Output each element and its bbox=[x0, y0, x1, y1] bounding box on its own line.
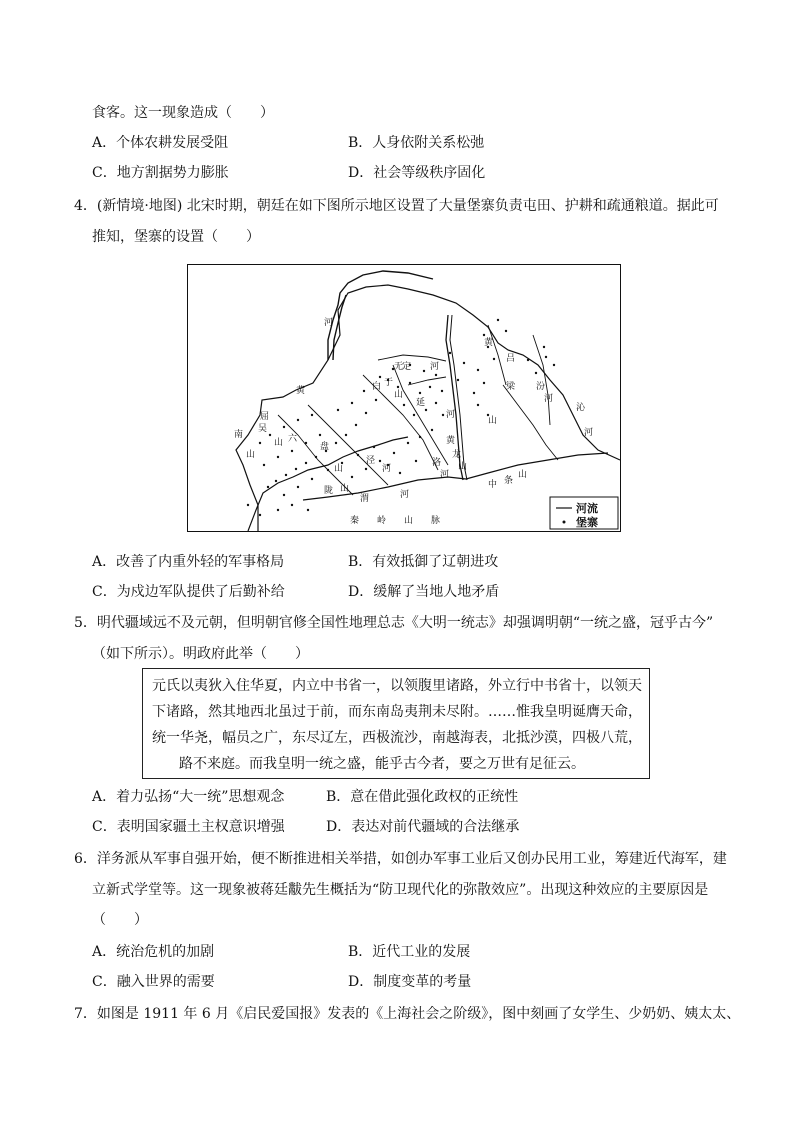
q5-option-b[interactable]: B．意在借此强化政权的正统性 bbox=[326, 789, 519, 805]
q6-stem-line2: 立新式学堂等。这一现象被蒋廷黻先生概括为“防卫现代化的弥散效应”。出现这种效应的主要原因是 bbox=[92, 882, 709, 898]
q5-quote-line1: 元氏以夷狄入住华夏，内立中书省一，以领腹里诸路，外立行中书省十，以领天 bbox=[152, 678, 642, 694]
map-label-nanshan1: 南 bbox=[234, 430, 244, 440]
q4-option-c[interactable]: C．为戍边军队提供了后勤补给 bbox=[92, 584, 285, 600]
q4-option-d[interactable]: D．缓解了当地人地矛盾 bbox=[348, 584, 500, 600]
map-label-wuding3: 河 bbox=[430, 362, 440, 372]
map-drawing bbox=[188, 265, 620, 531]
map-label-huanglong1: 黄 bbox=[446, 436, 456, 446]
map-label-jing2: 河 bbox=[382, 464, 392, 474]
map-label-fen2: 河 bbox=[544, 394, 554, 404]
map-label-he: 河 bbox=[324, 318, 334, 328]
legend-fort-dot bbox=[563, 521, 566, 524]
map-label-luo1: 洛 bbox=[432, 458, 442, 468]
q5-quote-line3: 统一华尧，幅员之广，东尽辽左，西极流沙，南越海表，北抵沙漠，四极八荒， bbox=[152, 730, 642, 746]
q7-stem-line1: 7．如图是 1911 年 6 月《启民爱国报》发表的《上海社会之阶级》，图中刻画了女学生、少奶奶、姨太太、 bbox=[74, 1006, 741, 1022]
q6-option-d[interactable]: D．制度变革的考量 bbox=[348, 974, 472, 990]
q4-stem-line2: 推知，堡寨的设置（ ） bbox=[92, 229, 260, 245]
q5-stem-line2: （如下所示）。明政府此举（ ） bbox=[92, 646, 309, 662]
map-label-yan: 延 bbox=[416, 398, 426, 408]
map-label-wei2: 河 bbox=[400, 490, 410, 500]
q3-stem-tail: 食客。这一现象造成（ ） bbox=[92, 105, 274, 121]
q4-stem-line1: 4．(新情境·地图) 北宋时期，朝廷在如下图所示地区设置了大量堡寨负责屯田、护耕和疏通粮道。据此可 bbox=[74, 198, 719, 214]
q3-option-d[interactable]: D．社会等级秩序固化 bbox=[348, 165, 486, 181]
map-label-liang: 梁 bbox=[506, 382, 516, 392]
map-label-wu: 吴 bbox=[258, 424, 268, 434]
q6-stem-line1: 6．洋务派从军事自强开始，便不断推进相关举措，如创办军事工业后又创办民用工业，筹建近代海军，建 bbox=[74, 851, 727, 867]
map-label-qu: 屈 bbox=[260, 412, 270, 422]
q6-stem-line3: （ ） bbox=[92, 912, 148, 928]
map-label-zhongtiao3: 山 bbox=[518, 470, 528, 480]
q5-quote-line2: 下诸路，然其地西北虽过于前，而东南岛夷荆未尽附。……惟我皇明诞膺天命， bbox=[152, 704, 642, 720]
map-label-huanglong3: 山 bbox=[458, 462, 468, 472]
q5-quote-line4: 路不来庭。而我皇明一统之盛，能乎古今者，要之万世有足征云。 bbox=[179, 756, 585, 772]
map-label-zhongtiao2: 条 bbox=[504, 476, 514, 486]
map-label-wuding1: 无 bbox=[394, 362, 404, 372]
map-label-baiyu3: 山 bbox=[394, 390, 404, 400]
map-label-huang: 黄 bbox=[296, 386, 306, 396]
map-label-qin2: 河 bbox=[584, 428, 594, 438]
map-label-baiyu1: 白 bbox=[372, 382, 382, 392]
q3-option-b[interactable]: B．人身依附关系松弛 bbox=[348, 135, 485, 151]
map-label-wuding2: 定 bbox=[402, 362, 412, 372]
map-label-jing1: 泾 bbox=[366, 456, 376, 466]
map-label-shan2: 山 bbox=[274, 438, 284, 448]
map-label-zhongtiao1: 中 bbox=[488, 480, 498, 490]
q5-stem-line1: 5．明代疆域远不及元朝，但明朝官修全国性地理总志《大明一统志》却强调明朝“一统之盛，冠乎古今” bbox=[74, 615, 714, 631]
map-label-shan1: 山 bbox=[488, 416, 498, 426]
q6-option-c[interactable]: C．融入世界的需要 bbox=[92, 974, 215, 990]
q3-option-c[interactable]: C．地方割据势力膨胀 bbox=[92, 165, 229, 181]
q6-option-a[interactable]: A．统治危机的加剧 bbox=[92, 944, 215, 960]
map-label-qinling: 秦 岭 山 脉 bbox=[350, 516, 441, 526]
map-label-nanshan2: 山 bbox=[246, 450, 256, 460]
map-label-liupan1: 六 bbox=[288, 434, 298, 444]
map-label-luo2: 河 bbox=[440, 470, 450, 480]
map-label-long2: 山 bbox=[340, 484, 350, 494]
q4-option-a[interactable]: A．改善了内重外轻的军事格局 bbox=[92, 554, 285, 570]
legend-river-label: 河流 bbox=[576, 502, 598, 515]
q6-option-b[interactable]: B．近代工业的发展 bbox=[348, 944, 471, 960]
map-label-wei1: 渭 bbox=[360, 494, 370, 504]
north-song-map bbox=[187, 264, 621, 532]
map-label-huanglong2: 龙 bbox=[452, 450, 462, 460]
q4-option-b[interactable]: B．有效抵御了辽朝进攻 bbox=[348, 554, 499, 570]
map-label-long1: 陇 bbox=[324, 486, 334, 496]
map-label-shan3: 山 bbox=[334, 464, 344, 474]
q5-option-c[interactable]: C．表明国家疆土主权意识增强 bbox=[92, 819, 285, 835]
map-label-fen1: 汾 bbox=[536, 382, 546, 392]
map-label-lv: 吕 bbox=[506, 354, 516, 364]
map-label-he2: 河 bbox=[446, 410, 456, 420]
map-label-baiyu2: 于 bbox=[384, 378, 394, 388]
map-label-luhe: 黄 bbox=[484, 338, 494, 348]
map-label-qin1: 沁 bbox=[576, 403, 586, 413]
map-label-pan: 盘 bbox=[320, 442, 330, 452]
q5-option-d[interactable]: D．表达对前代疆域的合法继承 bbox=[326, 819, 520, 835]
legend-fort-label: 堡寨 bbox=[576, 516, 598, 529]
q5-quote-box bbox=[142, 668, 650, 779]
q3-option-a[interactable]: A．个体农耕发展受阻 bbox=[92, 135, 229, 151]
q5-option-a[interactable]: A．着力弘扬“大一统”思想观念 bbox=[92, 789, 285, 805]
